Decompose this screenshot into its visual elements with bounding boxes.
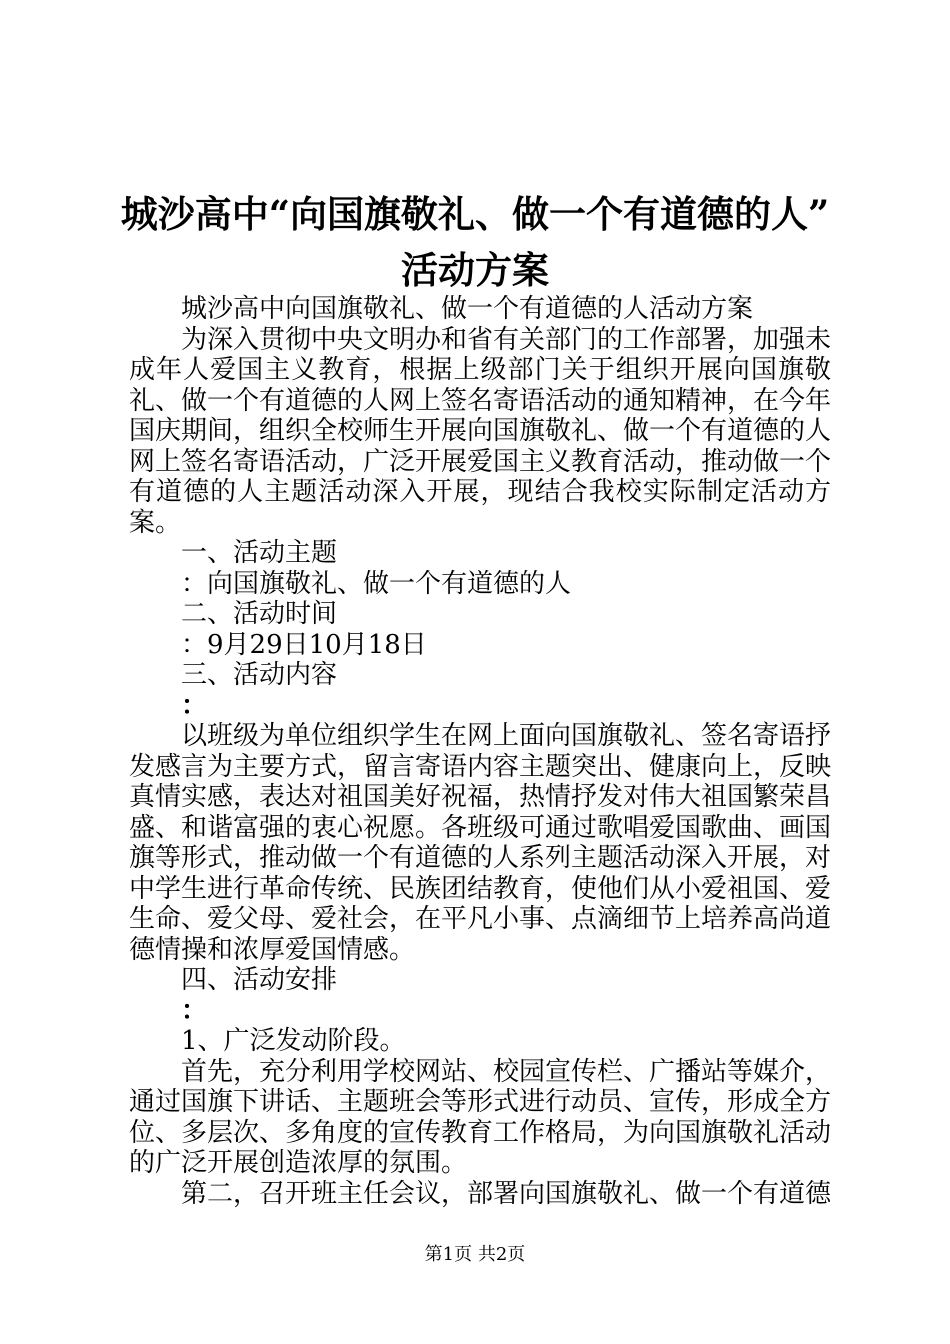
paragraph-activity-content: 以班级为单位组织学生在网上面向国旗敬礼、签名寄语抒发感言为主要方式，留言寄语内容主题突出、健康向上，反映真情实感，表达对祖国美好祝福，热情抒发对伟大祖国繁荣昌盛、和谐富强的衷心祝愿。各班级可通过歌唱爱国歌曲、画国旗等形式，推动做一个有道德的人系列主题活动深入开展，对中学生进行革命传统、民族团结教育，使他们从小爱祖国、爱生命、爱父母、爱社会，在平凡小事、点滴细节上培养高尚道德情操和浓厚爱国情感。 — [129, 721, 832, 965]
page-number-footer: 第1页 共2页 — [424, 1244, 526, 1265]
document-title-line-2: 活动方案 — [401, 248, 549, 292]
document-title-line-1: 城沙高中“向国旗敬礼、做一个有道德的人” — [120, 192, 830, 236]
heading-activity-theme: 一、活动主题 — [181, 538, 338, 568]
paragraph-intro: 为深入贯彻中央文明办和省有关部门的工作部署，加强未成年人爱国主义教育，根据上级部门关于组织开展向国旗敬礼、做一个有道德的人网上签名寄语活动的通知精神，在今年国庆期间，组织全校师生开展向国旗敬礼、做一个有道德的人网上签名寄语活动，广泛开展爱国主义教育活动，推动做一个有道德的人主题活动深入开展，现结合我校实际制定活动方案。 — [129, 324, 832, 538]
colon-line: ： — [181, 995, 208, 1026]
paragraph-activity-theme: ：向国旗敬礼、做一个有道德的人 — [181, 568, 572, 599]
document-body — [129, 294, 831, 1209]
paragraph-second: 第二，召开班主任会议，部署向国旗敬礼、做一个有道德 — [181, 1178, 832, 1209]
colon-line: ： — [181, 690, 208, 721]
paragraph-activity-time: ：9月29日10月18日 — [181, 629, 427, 660]
paragraph-subtitle: 城沙高中向国旗敬礼、做一个有道德的人活动方案 — [181, 294, 754, 324]
heading-activity-content: 三、活动内容 — [181, 660, 338, 690]
paragraph-first: 首先，充分利用学校网站、校园宣传栏、广播站等媒介，通过国旗下讲话、主题班会等形式进行动员、宣传，形成全方位、多层次、多角度的宣传教育工作格局，为向国旗敬礼活动的广泛开展创造浓厚的氛围。 — [129, 1056, 832, 1178]
heading-activity-time: 二、活动时间 — [181, 599, 338, 629]
heading-stage-1: 1、广泛发动阶段。 — [181, 1026, 406, 1056]
heading-activity-arrangement: 四、活动安排 — [181, 965, 338, 995]
